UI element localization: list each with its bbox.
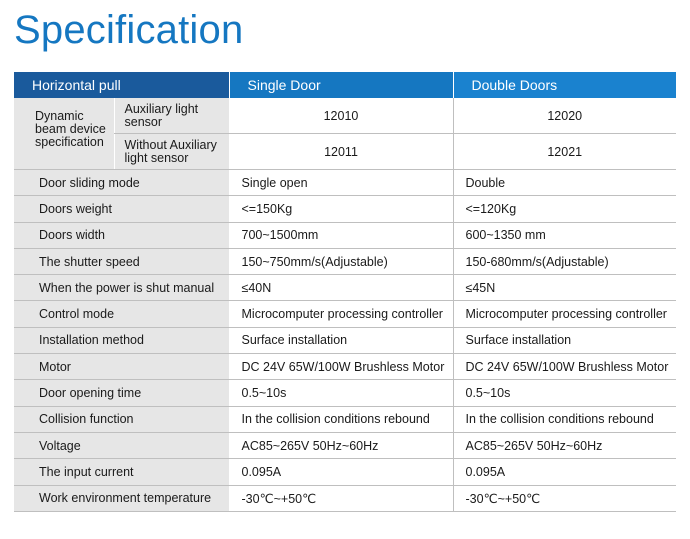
- row-label: The input current: [14, 459, 229, 485]
- single-door-value: Surface installation: [229, 327, 453, 353]
- table-row: [14, 275, 676, 301]
- table-header-row: [14, 72, 676, 98]
- table-row: [14, 134, 676, 170]
- row-label: Collision function: [14, 406, 229, 432]
- row-label: Control mode: [14, 301, 229, 327]
- double-doors-value: In the collision conditions rebound: [453, 406, 676, 432]
- table-row: [14, 98, 676, 134]
- row-label: Voltage: [14, 432, 229, 458]
- single-door-value: ≤40N: [229, 275, 453, 301]
- row-sub-label: Without Auxiliary light sensor: [114, 134, 229, 170]
- table-row: [14, 380, 676, 406]
- table-row: [14, 301, 676, 327]
- table-row: [14, 248, 676, 274]
- row-label: Doors width: [14, 222, 229, 248]
- double-doors-value: -30℃~+50℃: [453, 485, 676, 511]
- double-doors-value: 150-680mm/s(Adjustable): [453, 248, 676, 274]
- single-door-value: Single open: [229, 170, 453, 196]
- row-label: The shutter speed: [14, 248, 229, 274]
- header-single-door: Single Door: [229, 72, 453, 98]
- double-doors-value: 12021: [453, 134, 676, 170]
- double-doors-value: Microcomputer processing controller: [453, 301, 676, 327]
- single-door-value: DC 24V 65W/100W Brushless Motor: [229, 354, 453, 380]
- table-row: [14, 354, 676, 380]
- single-door-value: In the collision conditions rebound: [229, 406, 453, 432]
- single-door-value: 150~750mm/s(Adjustable): [229, 248, 453, 274]
- double-doors-value: DC 24V 65W/100W Brushless Motor: [453, 354, 676, 380]
- double-doors-value: Surface installation: [453, 327, 676, 353]
- row-label: Motor: [14, 354, 229, 380]
- header-horizontal-pull: Horizontal pull: [14, 72, 229, 98]
- double-doors-value: 12020: [453, 98, 676, 134]
- table-row: [14, 485, 676, 511]
- table-row: [14, 459, 676, 485]
- row-label: When the power is shut manual: [14, 275, 229, 301]
- row-label: Doors weight: [14, 196, 229, 222]
- single-door-value: 700~1500mm: [229, 222, 453, 248]
- double-doors-value: AC85~265V 50Hz~60Hz: [453, 432, 676, 458]
- double-doors-value: 0.5~10s: [453, 380, 676, 406]
- table-row: [14, 406, 676, 432]
- header-double-doors: Double Doors: [453, 72, 676, 98]
- double-doors-value: 0.095A: [453, 459, 676, 485]
- table-row: [14, 327, 676, 353]
- table-row: [14, 222, 676, 248]
- table-row: [14, 196, 676, 222]
- row-sub-label: Auxiliary light sensor: [114, 98, 229, 134]
- double-doors-value: Double: [453, 170, 676, 196]
- single-door-value: <=150Kg: [229, 196, 453, 222]
- single-door-value: 12011: [229, 134, 453, 170]
- row-label: Door opening time: [14, 380, 229, 406]
- table-row: [14, 170, 676, 196]
- row-label: Work environment temperature: [14, 485, 229, 511]
- double-doors-value: ≤45N: [453, 275, 676, 301]
- table-row: [14, 432, 676, 458]
- page-title: Specification: [14, 8, 244, 52]
- single-door-value: 12010: [229, 98, 453, 134]
- spec-table: [14, 72, 676, 512]
- dynamic-beam-label: Dynamic beam device specification: [14, 98, 114, 170]
- double-doors-value: <=120Kg: [453, 196, 676, 222]
- row-label: Door sliding mode: [14, 170, 229, 196]
- single-door-value: 0.5~10s: [229, 380, 453, 406]
- single-door-value: -30℃~+50℃: [229, 485, 453, 511]
- single-door-value: Microcomputer processing controller: [229, 301, 453, 327]
- single-door-value: 0.095A: [229, 459, 453, 485]
- single-door-value: AC85~265V 50Hz~60Hz: [229, 432, 453, 458]
- double-doors-value: 600~1350 mm: [453, 222, 676, 248]
- row-label: Installation method: [14, 327, 229, 353]
